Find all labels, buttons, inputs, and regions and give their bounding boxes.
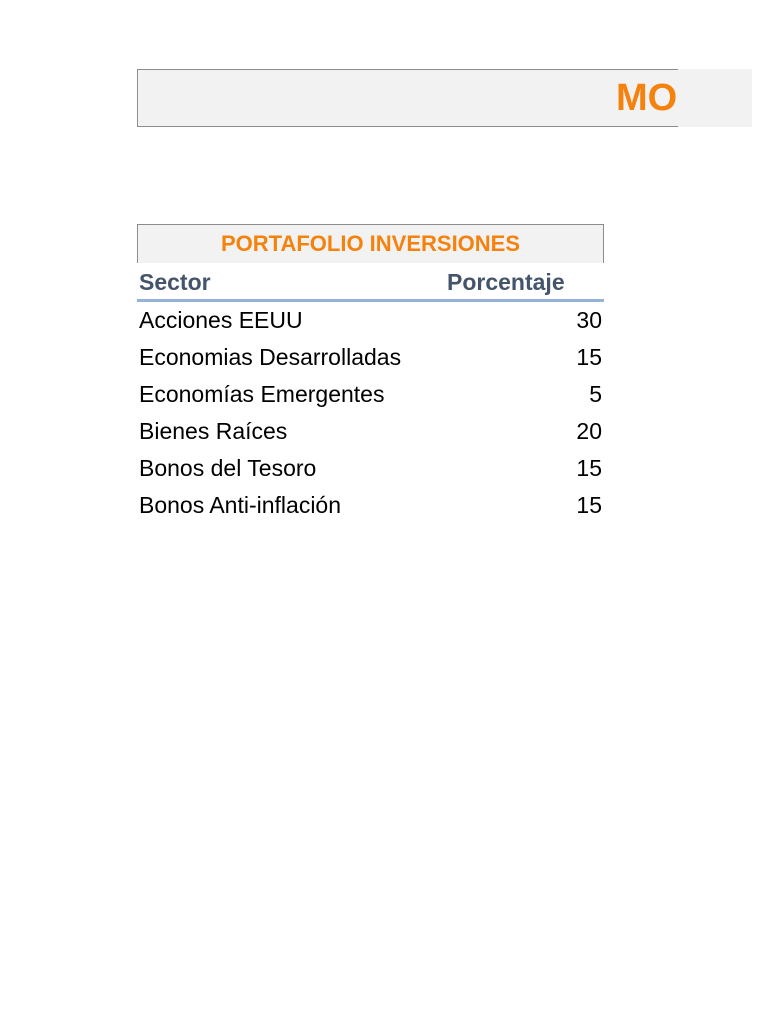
- table-row: [137, 414, 604, 451]
- portfolio-table-body: [137, 303, 604, 525]
- sector-cell: Acciones EEUU: [139, 307, 303, 333]
- sector-cell: Bonos del Tesoro: [139, 455, 317, 481]
- portfolio-table-title: PORTAFOLIO INVERSIONES: [137, 224, 604, 263]
- title-band: [137, 69, 678, 127]
- table-row: [137, 488, 604, 525]
- percentage-cell: 30: [576, 307, 602, 333]
- percentage-cell: 20: [576, 418, 602, 444]
- portfolio-table-header: [137, 263, 604, 302]
- column-header-percentage: Porcentaje: [447, 269, 565, 295]
- table-row: [137, 451, 604, 488]
- percentage-cell: 15: [576, 455, 602, 481]
- table-row: [137, 377, 604, 414]
- sector-cell: Economías Emergentes: [139, 381, 385, 407]
- table-row: [137, 303, 604, 340]
- title-band-extension: [678, 69, 752, 127]
- percentage-cell: 15: [576, 344, 602, 370]
- percentage-cell: 15: [576, 492, 602, 518]
- page-title: MO: [616, 77, 678, 119]
- table-row: [137, 340, 604, 377]
- percentage-cell: 5: [589, 381, 602, 407]
- sector-cell: Bienes Raíces: [139, 418, 288, 444]
- sector-cell: Economias Desarrolladas: [139, 344, 402, 370]
- sector-cell: Bonos Anti-inflación: [139, 492, 342, 518]
- column-header-sector: Sector: [139, 269, 211, 295]
